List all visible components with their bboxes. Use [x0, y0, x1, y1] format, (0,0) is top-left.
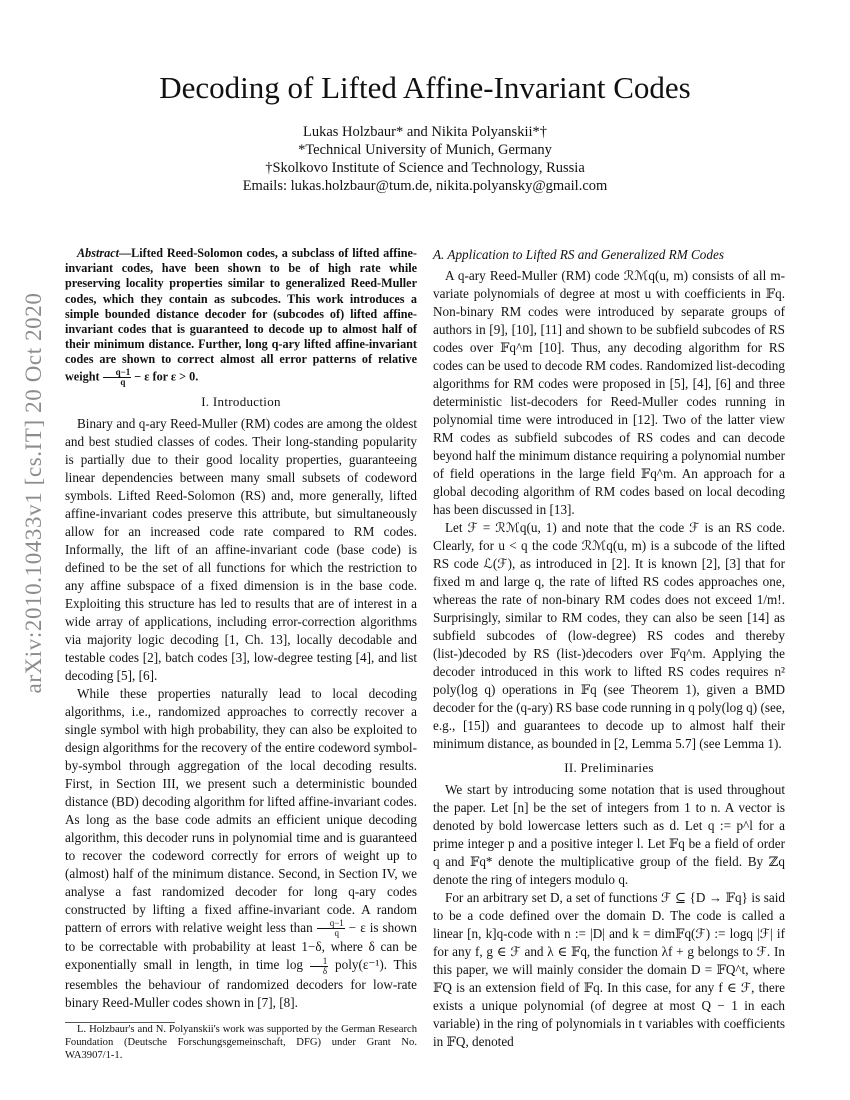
intro-fraction-2: [310, 957, 329, 976]
frac-denominator: q: [334, 928, 339, 939]
frac-numerator: 1: [310, 957, 329, 967]
abstract: [65, 246, 417, 387]
intro-paragraph-1: Binary and q-ary Reed-Muller (RM) codes are among the oldest and best studied classes of codes. Their long-standing popularity is partially due to their good locality properties, guaranteeing linear dependencies between many small subsets of codeword symbols. Lifted Reed-Solomon (RS) and, more generally, lifted affine-invariant codes preserve this attribute, but simultaneously allow for an increased code rate compared to RM codes. Informally, the lift of an affine-invariant code (base code) is defined to be the set of all functions for which the restriction to any affine subspace of a fixed dimension is in the base code. Exploiting this structure has led to results that are of interest in a wide array of applications, including error-correction algorithms via majority logic decoding [1, Ch. 13], locally decodable and testable codes [2], batch codes [3], low-degree testing [4], and list decoding [5], [6].: [65, 415, 417, 683]
footnote: L. Holzbaur's and N. Polyanskii's work was supported by the German Research Foundation (Deutsche Forschungsgemeinschaft, DFG) under Grant No. WA3907/1-1.: [65, 1023, 417, 1061]
arxiv-identifier-text: arXiv:2010.10433v1 [cs.IT] 20 Oct 2020: [21, 292, 46, 694]
right-paragraph-4: For an arbitrary set D, a set of functions ℱ ⊆ {D → 𝔽q} is said to be a code defined over the domain D. The code is called a linear [n, k]q-code with n := |D| and k = dim𝔽q(ℱ) := logq |ℱ| if for any f, g ∈ ℱ and λ ∈ 𝔽q, the function λf + g belongs to ℱ. In this paper, we will mainly consider the domain D = 𝔽Q^t, where 𝔽Q is an extension field of 𝔽q. In this case, for any f ∈ ℱ, there exists a unique polynomial (of degree at most Q − 1 in each variable) in the ring of polynomials in t variables with coefficients in 𝔽Q, denoted: [433, 890, 785, 1049]
right-paragraph-3: We start by introducing some notation that is used throughout the paper. Let [n] be the set of integers from 1 to n. A vector is denoted by bold lowercase letters such as d. Let q := p^l for a prime integer p and a positive integer l. Let 𝔽q be a field of order q and 𝔽q* denote the multiplicative group of the field. By ℤq denote the ring of integers modulo q.: [433, 782, 785, 887]
abstract-fraction: [103, 368, 132, 387]
frac-numerator: q−1: [317, 919, 345, 929]
frac-numerator: q−1: [103, 368, 132, 378]
right-column: [433, 246, 785, 1051]
abstract-label: Abstract: [77, 246, 119, 260]
subsection-heading: A. Application to Lifted RS and Generalized RM Codes: [433, 247, 724, 262]
section-heading-introduction: I. Introduction: [201, 393, 281, 409]
intro-p2-text-end: poly(ε⁻¹). This resembles the behaviour of randomized decoders for low-rate binary Reed-Muller codes shown in [7], [8].: [65, 957, 417, 1010]
right-paragraph-2: Let ℱ = ℛℳq(u, 1) and note that the code ℱ is an RS code. Clearly, for u < q the code ℛℳq(u, m) is a subcode of the lifted RS code ℒ(ℱ), as introduced in [2]. It is known [2], [3] that for fixed m and large q, the rate of lifted RS codes approaches one, whereas the rate of non-binary RM codes does not exceed 1/m!. Surprisingly, similar to RM codes, they can also be seen [14] as subfield subcodes of (low-degree) RS codes and thereby (list-)decoded by RS (list-)decoders over 𝔽q^m. Applying the decoder introduced in this work to lifted RS codes requires n² poly(log q) operations in 𝔽q (see Theorem 1), given a BMD decoder for the (q-ary) RS base code running in q poly(log q) (see, e.g., [15]) and guarantees to decode up to almost half their minimum distance, as bounded in [2, Lemma 5.7] (see Lemma 1).: [433, 520, 785, 751]
section-heading-preliminaries: II. Preliminaries: [564, 760, 654, 775]
intro-fraction: [317, 919, 345, 938]
author-names: Lukas Holzbaur* and Nikita Polyanskii*†: [302, 124, 548, 140]
arxiv-identifier: [14, 278, 54, 708]
intro-p2-text-mid: − ε is shown to be correctable with probability at least 1−δ, where δ can be exponentially small in length, in time log: [65, 919, 417, 973]
left-column: [65, 246, 417, 1062]
affiliation-2: †Skolkovo Institute of Science and Technology, Russia: [265, 160, 585, 176]
frac-denominator: δ: [322, 965, 328, 976]
paper-title: Decoding of Lifted Affine-Invariant Codes: [159, 70, 691, 105]
author-block: [0, 123, 850, 195]
intro-p2-text: While these properties naturally lead to local decoding algorithms, i.e., randomized approaches to correctly recover a single symbol with high probability, they can also be exploited to design algorithms for the recovery of the entire codeword symbol-by-symbol through aggregation of the local decoding results. First, in Section III, we present such a deterministic bounded distance (BD) decoding algorithm for lifted affine-invariant codes. As long as the base code admits an efficient unique decoding algorithm, this decoder runs in polynomial time and is guaranteed to recover the codeword correctly for errors of weight up to (almost) half of the minimum distance. Second, in Section IV, we analyse a fast randomized decoder for long q-ary codes constructed by lifting a fixed affine-invariant code. A random pattern of errors with relative weight less than: [65, 685, 417, 935]
intro-paragraph-2: [65, 685, 417, 1012]
abstract-text: —Lifted Reed-Solomon codes, a subclass of lifted affine-invariant codes, have been shown to be of high rate while preserving locality properties similar to generalized Reed-Muller codes, which they contain as subcodes. This work introduces a simple bounded distance decoder for (subcodes of) lifted affine-invariant codes that is guaranteed to decode up to almost half of their minimum distance. Further, long q-ary lifted affine-invariant codes are shown to correct almost all error patterns of relative weight: [65, 246, 417, 383]
frac-denominator: q: [120, 376, 126, 387]
right-paragraph-1: A q-ary Reed-Muller (RM) code ℛℳq(u, m) consists of all m-variate polynomials of degree at most u with coefficients in 𝔽q. Non-binary RM codes were introduced by separate groups of authors in [9], [10], [11] and shown to be subfield subcodes of RS codes over 𝔽q^m [10]. Thus, any decoding algorithm for RS codes can be used to decode RM codes. Randomized list-decoding algorithms for RM codes were proposed in [5], [4], [6] and three deterministic list-decoders for Reed-Muller codes running in polynomial time were introduced in [12]. Two of the latter view RM codes as subfield subcodes of RS codes and can decode beyond half the minimum distance requiring a polynomial number of field operations in the large field 𝔽q^m. An approach for a global decoding algorithm of RM codes based on local decoding has been discussed in [13].: [433, 268, 785, 517]
abstract-text-end: − ε for ε > 0.: [134, 368, 199, 383]
author-emails: Emails: lukas.holzbaur@tum.de, nikita.polyansky@gmail.com: [242, 178, 608, 194]
affiliation-1: *Technical University of Munich, Germany: [298, 142, 552, 158]
